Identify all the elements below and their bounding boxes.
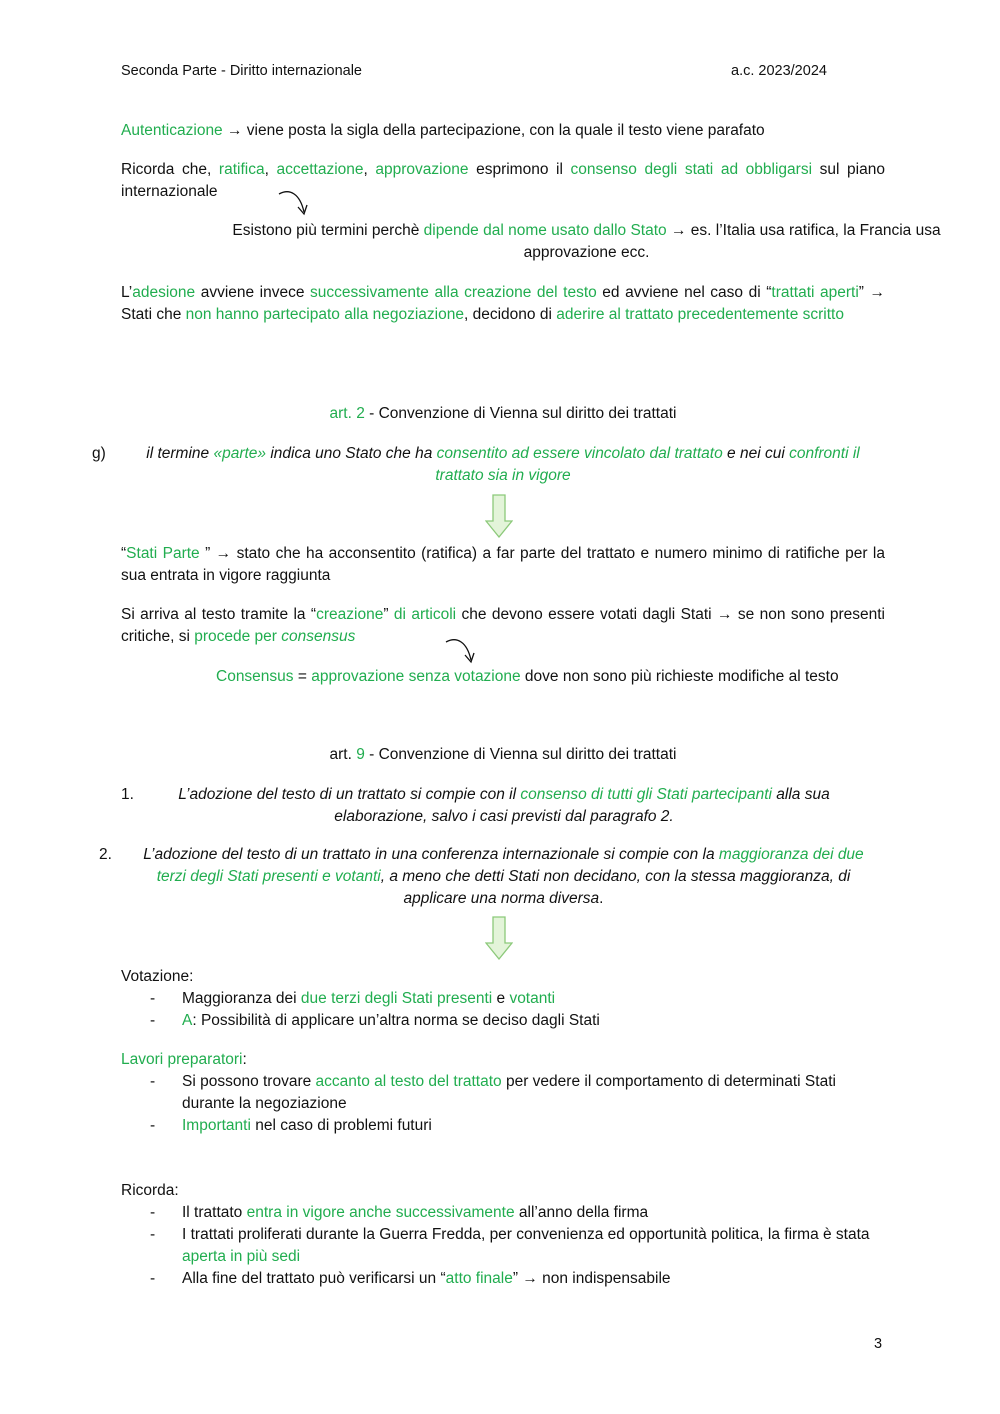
text: ” [383, 606, 394, 623]
dash: - [150, 1226, 156, 1243]
header-right: a.c. 2023/2024 [731, 63, 827, 79]
term: creazione [316, 606, 384, 623]
paragraph-termini [214, 220, 959, 264]
curved-arrow-icon [276, 186, 312, 220]
page-number: 3 [874, 1336, 883, 1352]
header-left: Seconda Parte - Diritto internazionale [121, 63, 362, 79]
text: L’ [121, 284, 133, 301]
item-label-g: g) [92, 445, 106, 462]
ricorda-list [121, 1202, 885, 1290]
text: L’adozione del testo di un trattato si compie con il [178, 786, 521, 803]
list-item [121, 1202, 885, 1224]
dash: - [150, 990, 156, 1007]
text: : [242, 1051, 247, 1068]
term: approvazione [375, 161, 469, 178]
item-label-2: 2. [99, 846, 112, 863]
term: Autenticazione [121, 122, 223, 139]
paragraph-ricorda-consenso [121, 159, 885, 203]
paragraph-adesione [121, 282, 885, 326]
term: dipende dal nome usato dallo Stato [423, 222, 667, 239]
section-title: Votazione: [121, 968, 194, 985]
article-number: 2 [356, 405, 365, 422]
lavori-list [121, 1071, 885, 1137]
list-item [121, 1010, 885, 1032]
text: indica uno Stato che ha [266, 445, 437, 462]
term: consenso degli stati ad obbligarsi [570, 161, 813, 178]
text: art. [329, 746, 357, 763]
term: aperta in più sedi [182, 1248, 301, 1265]
text: ” → non indispensabile [512, 1270, 671, 1287]
text: ” → stato che ha acconsentito (ratifica) a far parte del trattato e numero minimo di ratifiche per la sua entrata in vigore raggiunta [121, 545, 885, 584]
term: Lavori preparatori [121, 1051, 243, 1068]
text: , [363, 161, 376, 178]
term: consentito ad essere vincolato dal trattato [436, 445, 723, 462]
text: alla sua elaborazione, salvo i casi previsti dal paragrafo 2. [334, 786, 830, 825]
list-item [121, 988, 885, 1010]
term: trattati aperti [771, 284, 859, 301]
term: Consensus [216, 668, 294, 685]
text: il termine [146, 445, 214, 462]
text: e nei cui [722, 445, 790, 462]
text: avviene invece [195, 284, 311, 301]
text: per vedere il comportamento di determinati Stati durante la negoziazione [182, 1073, 836, 1112]
term: consensus [281, 628, 356, 645]
text: , decidono di [463, 306, 557, 323]
list-item [121, 1115, 885, 1137]
text: all’anno della firma [514, 1204, 649, 1221]
text: sul piano internazionale [121, 161, 885, 200]
term: successivamente alla creazione del testo [310, 284, 597, 301]
article-2-definition [121, 443, 885, 487]
text: art. [329, 405, 357, 422]
term: procede per [194, 628, 282, 645]
dash: - [150, 1012, 156, 1029]
down-arrow-icon [485, 916, 513, 960]
term: non hanno partecipato alla negoziazione [185, 306, 464, 323]
term: Importanti [182, 1117, 251, 1134]
votazione-section [121, 966, 885, 1032]
text: : Possibilità di applicare un’altra norma se deciso dagli Stati [192, 1012, 600, 1029]
term: approvazione senza votazione [311, 668, 521, 685]
paragraph-creazione [121, 604, 885, 648]
down-arrow-icon [485, 494, 513, 538]
term: A [182, 1012, 193, 1029]
text: Esistono più termini perchè [232, 222, 424, 239]
article-9-paragraph-2 [127, 844, 880, 910]
term: ratifica [218, 161, 265, 178]
dash: - [150, 1204, 156, 1221]
term: due terzi degli Stati presenti [300, 990, 493, 1007]
paragraph-consensus [216, 666, 839, 688]
term: consenso di tutti gli Stati partecipanti [520, 786, 772, 803]
article-9-paragraph-1 [147, 784, 861, 828]
term: adesione [132, 284, 196, 301]
term: accettazione [276, 161, 364, 178]
text: Si possono trovare [182, 1073, 316, 1090]
term: aderire al trattato precedentemente scritto [556, 306, 844, 323]
list-item [121, 1268, 885, 1290]
article-9-heading [121, 744, 885, 766]
term: accanto al testo del trattato [315, 1073, 502, 1090]
votazione-list [121, 988, 885, 1032]
text: , [264, 161, 277, 178]
text: → viene posta la sigla della partecipazione, con la quale il testo viene parafato [222, 122, 765, 139]
text: Ricorda che, [121, 161, 219, 178]
text: che devono essere votati dagli Stati → se non sono presenti critiche, si [121, 606, 885, 645]
text: - Convenzione di Vienna sul diritto dei trattati [364, 746, 677, 763]
text: L’adozione del testo di un trattato in una conferenza internazionale si compie con la [143, 846, 719, 863]
text: I trattati proliferati durante la Guerra Fredda, per convenienza ed opportunità politica, la firma è stata [182, 1226, 870, 1243]
text: . [599, 890, 604, 907]
article-number: 9 [356, 746, 365, 763]
text: ed avviene nel caso di “ [596, 284, 772, 301]
term: Stati Parte [126, 545, 200, 562]
dash: - [150, 1073, 156, 1090]
dash: - [150, 1270, 156, 1287]
text: Si arriva al testo tramite la “ [121, 606, 317, 623]
section-title [121, 1049, 885, 1071]
text: , a meno che detti Stati non decidano, con la stessa maggioranza, di applicare una norma diversa [380, 868, 851, 907]
text: = [293, 668, 312, 685]
text: Alla fine del trattato può verificarsi un “ [182, 1270, 446, 1287]
text: - Convenzione di Vienna sul diritto dei trattati [364, 405, 677, 422]
term: «parte» [213, 445, 267, 462]
term: confronti il trattato sia in vigore [435, 445, 860, 484]
text: Maggioranza dei [182, 990, 301, 1007]
list-item [121, 1071, 885, 1115]
text: → es. l’Italia usa ratifica, la Francia usa approvazione ecc. [523, 222, 941, 261]
term: atto finale [445, 1270, 513, 1287]
dash: - [150, 1117, 156, 1134]
text: dove non sono più richieste modifiche al testo [520, 668, 839, 685]
term: entra in vigore anche successivamente [246, 1204, 515, 1221]
item-label-1: 1. [121, 786, 134, 803]
term: votanti [509, 990, 556, 1007]
term: di articoli [393, 606, 457, 623]
curved-arrow-icon [443, 634, 479, 668]
text: nel caso di problemi futuri [250, 1117, 432, 1134]
paragraph-autenticazione [121, 120, 885, 142]
ricorda-section [121, 1180, 885, 1290]
text: e [492, 990, 510, 1007]
paragraph-stati-parte [121, 543, 885, 587]
list-item [121, 1224, 885, 1268]
article-2-heading [121, 403, 885, 425]
text: esprimono il [468, 161, 571, 178]
text: Il trattato [182, 1204, 247, 1221]
section-title: Ricorda: [121, 1182, 179, 1199]
lavori-section [121, 1049, 885, 1137]
term: maggioranza dei due terzi degli Stati presenti e votanti [156, 846, 864, 885]
text: ” → Stati che [121, 284, 886, 323]
text: “ [121, 545, 127, 562]
